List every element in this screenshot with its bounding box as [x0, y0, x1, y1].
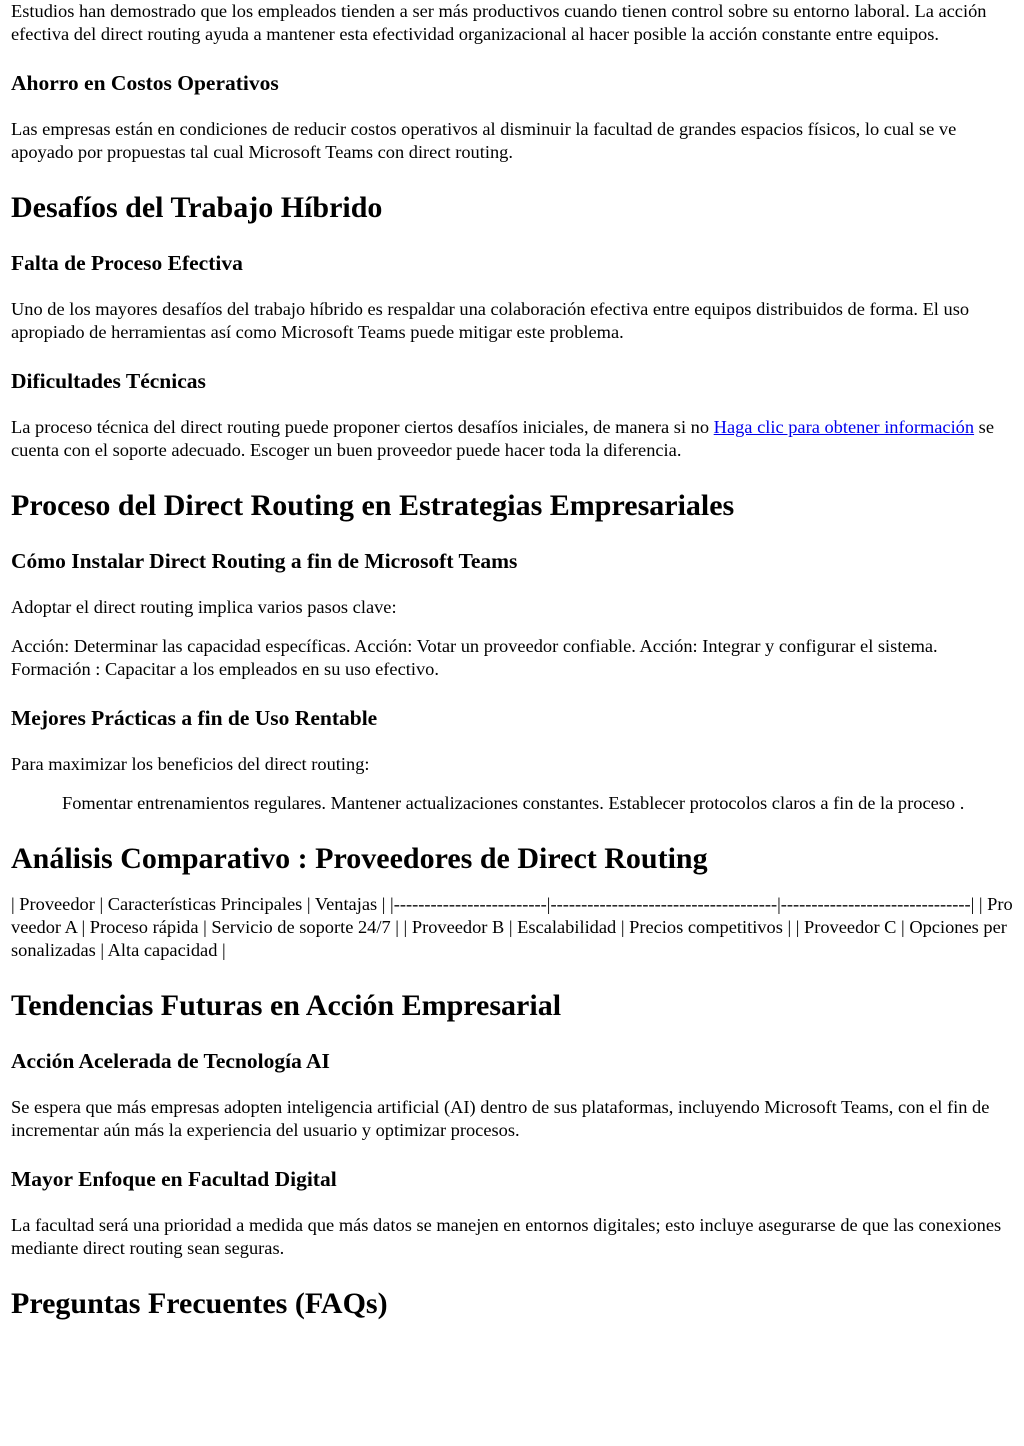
instalar-steps: Acción: Determinar las capacidad específicas. Acción: Votar un proveedor confiable. Acción: Integrar y configurar el sistema. Formación : Capacitar a los empleados en su uso efectivo. [11, 636, 938, 679]
intro-paragraph: Estudios han demostrado que los empleados tienden a ser más productivos cuando tienen control sobre su entorno laboral. La acción efectiva del direct routing ayuda a mantener esta efectividad organizacional al hacer posible la acción constante entre equipos. [11, 1, 987, 44]
analisis-heading: Análisis Comparativo : Proveedores de Direct Routing [11, 842, 708, 875]
instalar-heading: Cómo Instalar Direct Routing a fin de Microsoft Teams [11, 549, 518, 573]
dificultades-paragraph [11, 416, 1013, 462]
facultad-heading: Mayor Enfoque en Facultad Digital [11, 1167, 337, 1191]
proceso-heading: Proceso del Direct Routing en Estrategias Empresariales [11, 489, 735, 522]
tendencias-heading: Tendencias Futuras en Acción Empresarial [11, 989, 562, 1022]
facultad-paragraph: La facultad será una prioridad a medida que más datos se manejen en entornos digitales; esto incluye asegurarse de que las conexiones mediante direct routing sean seguras. [11, 1215, 1002, 1258]
instalar-intro: Adoptar el direct routing implica varios pasos clave: [11, 597, 397, 617]
ai-paragraph: Se espera que más empresas adopten inteligencia artificial (AI) dentro de sus plataformas, incluyendo Microsoft Teams, con el fin de incrementar aún más la experiencia del usuario y optimizar procesos. [11, 1097, 990, 1140]
dificultades-heading: Dificultades Técnicas [11, 369, 206, 393]
dificultades-text-after: se cuenta con el soporte adecuado. Escoger un buen proveedor puede hacer toda la diferencia. [11, 417, 994, 460]
ai-heading: Acción Acelerada de Tecnología AI [11, 1049, 330, 1073]
ahorro-paragraph: Las empresas están en condiciones de reducir costos operativos al disminuir la facultad de grandes espacios físicos, lo cual se ve apoyado por propuestas tal cual Microsoft Teams con direct routing. [11, 119, 957, 162]
ahorro-heading: Ahorro en Costos Operativos [11, 71, 279, 95]
faqs-heading: Preguntas Frecuentes (FAQs) [11, 1287, 388, 1320]
practicas-heading: Mejores Prácticas a fin de Uso Rentable [11, 706, 378, 730]
dificultades-text-before: La proceso técnica del direct routing puede proponer ciertos desafíos iniciales, de manera si no [11, 417, 714, 437]
info-link[interactable]: Haga clic para obtener información [713, 417, 975, 437]
desafios-heading: Desafíos del Trabajo Híbrido [11, 191, 383, 224]
falta-paragraph: Uno de los mayores desafíos del trabajo híbrido es respaldar una colaboración efectiva entre equipos distribuidos de forma. El uso apropiado de herramientas así como Microsoft Teams puede mitigar este problema. [11, 299, 970, 342]
practicas-intro: Para maximizar los beneficios del direct routing: [11, 754, 370, 774]
practicas-quote: Fomentar entrenamientos regulares. Mantener actualizaciones constantes. Establecer protocolos claros a fin de la proceso . [62, 793, 965, 813]
comparison-table-text: | Proveedor | Características Principales | Ventajas | |-------------------------|-------------------------------------|-------------------------------| | Proveedor A | Proceso rápida | Servicio de soporte 24/7 | | Proveedor B | Escalabilidad | Precios competitivos | | Proveedor C | Opciones personalizadas | Alta capacidad | [11, 894, 1013, 960]
falta-heading: Falta de Proceso Efectiva [11, 251, 243, 275]
